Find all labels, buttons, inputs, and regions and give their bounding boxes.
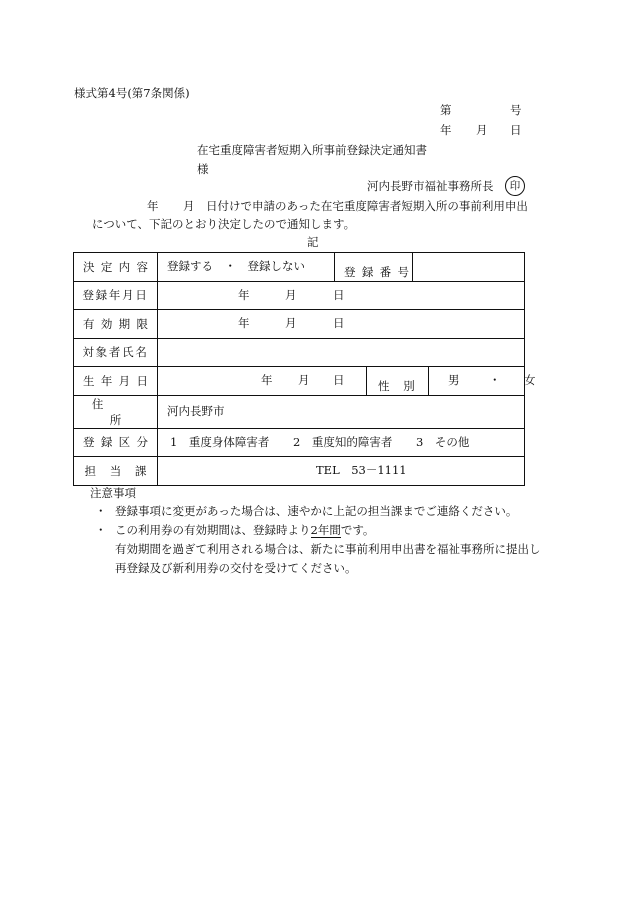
category-1: 1 重度身体障害者 — [170, 434, 270, 449]
row-reg-date — [74, 281, 525, 310]
valid-period-underlined: 2年間 — [310, 523, 341, 537]
address-value: 河内長野市 — [167, 403, 225, 418]
doc-date-year: 年 — [440, 123, 452, 137]
intro-month: 月 — [183, 199, 195, 213]
issuer-name: 河内長野市福祉事務所長 — [367, 179, 494, 193]
dept-cell — [158, 457, 525, 486]
document-title: 在宅重度障害者短期入所事前登録決定通知書 — [197, 143, 427, 157]
note-item-2-line2: 有効期間を過ぎて利用される場合は、新たに事前利用申出書を福祉事務所に提出し — [115, 542, 541, 556]
note-item-1: 登録事項に変更があった場合は、速やかに上記の担当課までご連絡ください。 — [115, 504, 518, 518]
notes-heading: 注意事項 — [90, 486, 136, 500]
decision-cell: 登録する ・ 登録しない 登録番号 — [158, 253, 525, 282]
valid-month: 月 — [285, 316, 297, 330]
intro-year: 年 — [147, 199, 159, 213]
reg-date-year: 年 — [238, 287, 250, 302]
category-3: 3 その他 — [416, 434, 470, 449]
form-number-label: 様式第4号(第7条関係) — [74, 86, 190, 100]
reg-date-day: 日 — [333, 287, 345, 302]
intro-line2: について、下記のとおり決定したので通知します。 — [92, 217, 356, 231]
row-valid — [74, 310, 525, 339]
birth-day: 日 — [333, 373, 345, 387]
seal-mark: 印 — [505, 176, 525, 196]
note-bullet-2: ・ — [95, 523, 107, 537]
doc-date-day: 日 — [510, 123, 522, 137]
divider — [366, 367, 367, 395]
birthdate-label: 生年月日 — [74, 367, 158, 396]
row-birthdate — [74, 367, 525, 396]
divider — [412, 253, 413, 281]
valid-cell — [158, 310, 525, 339]
doc-number-suffix: 号 — [510, 103, 522, 117]
address-label: 住所 — [74, 395, 158, 428]
divider — [334, 253, 335, 281]
address-cell — [158, 395, 525, 428]
birth-year: 年 — [261, 373, 273, 387]
birthdate-cell: 年 月 日 性別 男 ・ 女 — [158, 367, 525, 396]
dept-label: 担当課 — [74, 457, 158, 486]
decision-value: 登録する ・ 登録しない — [167, 259, 305, 273]
valid-label: 有効期限 — [74, 310, 158, 339]
valid-year: 年 — [238, 316, 250, 330]
note-item-2-line3: 再登録及び新利用券の交付を受けてください。 — [115, 561, 357, 575]
row-target-name — [74, 338, 525, 367]
reg-date-month: 月 — [285, 287, 297, 302]
reg-date-label: 登録年月日 — [74, 281, 158, 310]
decision-label: 決定内容 — [74, 253, 158, 282]
target-name-label: 対象者氏名 — [74, 338, 158, 367]
reg-date-cell — [158, 281, 525, 310]
addressee-suffix: 様 — [197, 162, 209, 176]
row-address — [74, 395, 525, 428]
gender-female: 女 — [524, 373, 536, 387]
category-2: 2 重度知的障害者 — [293, 434, 393, 449]
doc-date-month: 月 — [476, 123, 488, 137]
birth-month: 月 — [298, 373, 310, 387]
note-item-2: この利用券の有効期間は、登録時より2年間です。 — [115, 523, 375, 537]
dept-value: TEL 53－1111 — [316, 463, 407, 477]
divider — [428, 367, 429, 395]
decision-table — [73, 252, 536, 486]
gender-male: 男 — [448, 373, 460, 387]
row-decision — [74, 253, 525, 282]
gender-separator: ・ — [489, 373, 501, 387]
ki-heading: 記 — [307, 235, 319, 249]
row-category — [74, 428, 525, 457]
intro-line1: 日付けで申請のあった在宅重度障害者短期入所の事前利用申出 — [206, 199, 528, 213]
note-bullet-1: ・ — [95, 504, 107, 518]
category-cell — [158, 428, 525, 457]
row-dept — [74, 457, 525, 486]
doc-number-prefix: 第 — [440, 103, 452, 117]
category-label: 登録区分 — [74, 428, 158, 457]
target-name-cell — [158, 338, 525, 367]
valid-day: 日 — [333, 316, 345, 330]
